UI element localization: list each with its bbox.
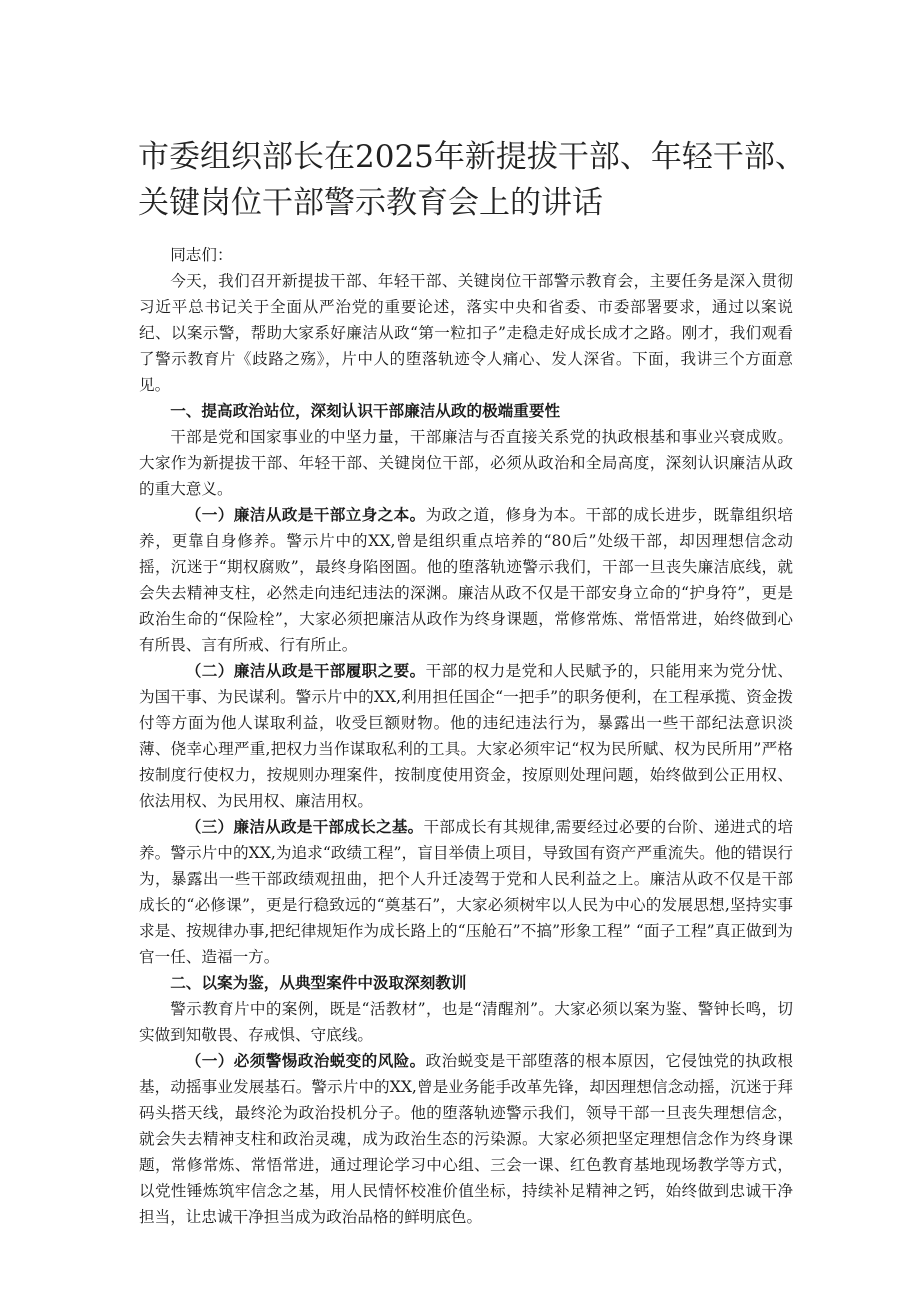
- point-text: 干部的权力是党和人民赋予的，只能用来为党分忧、为国干事、为民谋利。警示片中的XX,利用担任国企“一把手”的职务便利，在工程承揽、资金拨付等方面为他人谋取利益，收受巨额财物。他的违纪违法行为，暴露出一些干部纪法意识淡薄、侥幸心理严重,把权力当作谋取私利的工具。大家必须牢记“权为民所赋、权为民所用”严格按制度行使权力，按规则办理案件，按制度使用资金，按原则处理问题，始终做到公正用权、依法用权、为民用权、廉洁用权。: [139, 662, 793, 810]
- point-title: （一）必须警惕政治蜕变的风险。: [185, 1051, 426, 1070]
- point-title: （二）廉洁从政是干部履职之要。: [185, 661, 426, 680]
- point-text: 干部成长有其规律,需要经过必要的台阶、递进式的培养。警示片中的XX,为追求“政绩工程”，盲目举债上项目，导致国有资产严重流失。他的错误行为，暴露出一些干部政绩观扭曲，把个人升迁凌驾于党和人民利益之上。廉洁从政不仅是干部成长的“必修课”，更是行稳致远的“奠基石”，大家必须树牢以人民为中心的发展思想,坚持实事求是、按规律办事,把纪律规矩作为成长路上的“压舱石”不搞”形象工程” “面子工程”真正做到为官一任、造福一方。: [139, 818, 793, 966]
- section-1-point-2: [139, 658, 793, 814]
- section-1-lead: 干部是党和国家事业的中坚力量，干部廉洁与否直接关系党的执政根基和事业兴衰成败。大家作为新提拔干部、年轻干部、关键岗位干部，必须从政治和全局高度，深刻认识廉洁从政的重大意义。: [139, 428, 793, 498]
- point-title: （一）廉洁从政是干部立身之本。: [185, 505, 426, 524]
- salutation: 同志们：: [170, 246, 233, 264]
- point-text: 为政之道，修身为本。干部的成长进步，既靠组织培养，更靠自身修养。警示片中的XX,曾是组织重点培养的“80后”处级干部，却因理想信念动摇，沉迷于“期权腐败”，最终身陷囹圄。他的堕落轨迹警示我们，干部一旦丧失廉洁底线，就会失去精神支柱，必然走向违纪违法的深渊。廉洁从政不仅是干部安身立命的“护身符”，更是政治生命的“保险栓”，大家必须把廉洁从政作为终身课题，常修常炼、常悟常进，始终做到心有所畏、言有所戒、行有所止。: [139, 506, 793, 654]
- point-title: （三）廉洁从政是干部成长之基。: [185, 817, 424, 836]
- section-1-heading: 一、提高政治站位，深刻认识干部廉洁从政的极端重要性: [170, 401, 561, 420]
- document-title: 市委组织部长在2025年新提拔干部、年轻干部、关键岗位干部警示教育会上的讲话: [138, 139, 806, 221]
- section-1-point-1: [139, 502, 793, 658]
- document-body: [139, 242, 793, 1230]
- section-2-heading: 二、以案为鉴，从典型案件中汲取深刻教训: [170, 973, 467, 992]
- point-text: 政治蜕变是干部堕落的根本原因，它侵蚀党的执政根基，动摇事业发展基石。警示片中的XX,曾是业务能手改革先锋，却因理想信念动摇，沉迷于拜码头搭天线，最终沦为政治投机分子。他的堕落轨迹警示我们，领导干部一旦丧失理想信念，就会失去精神支柱和政治灵魂，成为政治生态的污染源。大家必须把坚定理想信念作为终身课题，常修常炼、常悟常进，通过理论学习中心组、三会一课、红色教育基地现场教学等方式，以党性锤炼筑牢信念之基，用人民情怀校准价值坐标，持续补足精神之钙，始终做到忠诚干净担当，让忠诚干净担当成为政治品格的鲜明底色。: [139, 1052, 793, 1226]
- section-1-point-3: [139, 814, 793, 970]
- section-2-lead: 警示教育片中的案例，既是“活教材”，也是“清醒剂”。大家必须以案为鉴、警钟长鸣，切实做到知敬畏、存戒惧、守底线。: [139, 1000, 793, 1044]
- section-2-point-1: [139, 1048, 793, 1230]
- intro-paragraph: 今天，我们召开新提拔干部、年轻干部、关键岗位干部警示教育会，主要任务是深入贯彻习近平总书记关于全面从严治党的重要论述，落实中央和省委、市委部署要求，通过以案说纪、以案示警，帮助大家系好廉洁从政“第一粒扣子”走稳走好成长成才之路。刚才，我们观看了警示教育片《歧路之殇》，片中人的堕落轨迹令人痛心、发人深省。下面，我讲三个方面意见。: [139, 272, 793, 394]
